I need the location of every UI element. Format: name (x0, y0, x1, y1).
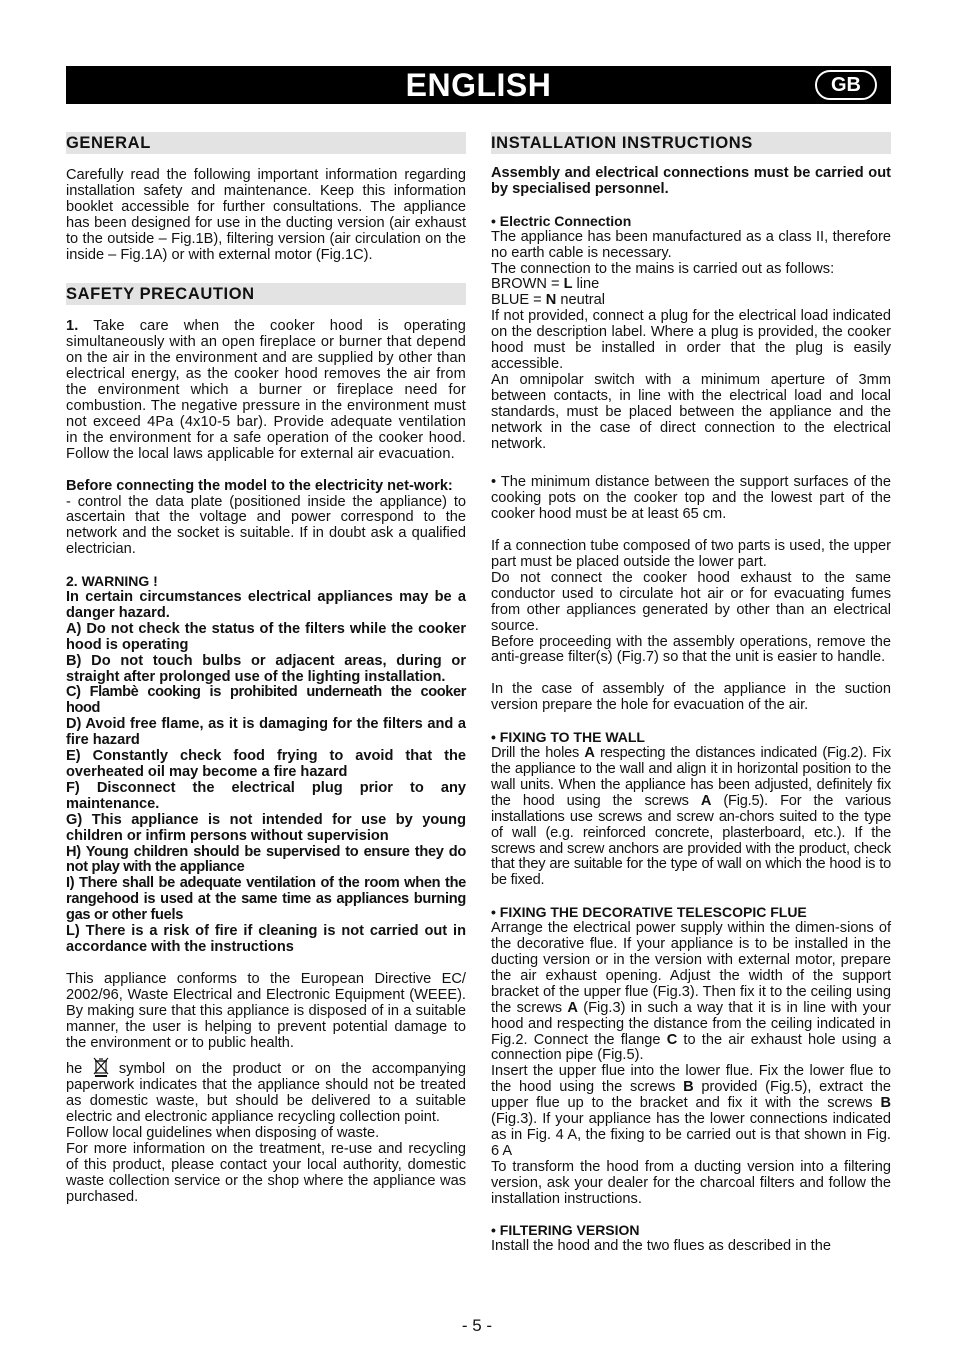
page-number: - 5 - (461, 1316, 493, 1335)
filtering-version-heading: • FILTERING VERSION (491, 1222, 640, 1239)
filtering-version-text: Install the hood and the two flues as described in the (491, 1238, 831, 1255)
brown-label: BROWN = (491, 276, 564, 293)
warning-item: I) There shall be adequate ventilation of the room when the rangehood is used at the same time as appliances burning gas or other fuels (66, 875, 466, 924)
transform-text: To transform the hood from a ducting version into a filtering version, ask your dealer for the charcoal filters and follow the installation instructions. (491, 1158, 891, 1207)
blue-letter: N (545, 292, 557, 309)
filter-text: Before proceeding with the assembly operations, remove the anti-grease filter(s) (Fig.7) so that the unit is easier to handle. (491, 633, 891, 666)
general-heading: GENERAL (66, 132, 466, 154)
part-label: A (567, 999, 578, 1016)
wall-text-part: (Fig.5). For the various installations use screws and screw an-chors suited to the type of wall (e.g. reinforced concrete, plasterboard, etc.). If the screws and screw anchors are provided with the product, check that they are suitable for the type of wall on which the hood is to be fixed. (491, 792, 891, 889)
general-text: Carefully read the following important information regarding installation safety and maintenance. Keep this information booklet accessible for further consultations. The appliance has been designed for use in the ducting version (air exhaust to the outside – Fig.1B), filtering version (air circulation on the inside – Fig.1A) or with external motor (Fig.1C). (66, 167, 466, 263)
brown-desc: line (572, 276, 600, 293)
warning-item: B) Do not touch bulbs or adjacent areas, during or straight after prolonged use of the lighting installation. (66, 652, 466, 685)
warning-item: G) This appliance is not intended for use by young children or infirm persons without supervision (66, 811, 466, 844)
part-label: C (666, 1031, 678, 1048)
safety-item-1 (66, 319, 466, 462)
language-title: ENGLISH (405, 67, 552, 103)
flue-text-part: (Fig.3) in such a way that it is in line with your hood and respecting the distance from the ceiling indicated in Fig.2. Connect the flange (491, 999, 891, 1048)
recycling-text: For more information on the treatment, re-use and recycling of this product, please contact your local authority, domestic waste collection service or the shop where the appliance was purchased. (66, 1140, 466, 1205)
fixing-flue-text (491, 921, 891, 1064)
part-label: B (683, 1079, 694, 1096)
plug-text: If not provided, connect a plug for the electrical load indicated on the description label. Where a plug is provided, the cooker hood must be installed in order that the plug is easily accessible. (491, 308, 891, 372)
assembly-note: Assembly and electrical connections must be carried out by specialised personnel. (491, 165, 891, 197)
blue-wire-line (491, 293, 891, 309)
suction-text: In the case of assembly of the appliance in the suction version prepare the hole for evacuation of the air. (491, 681, 891, 714)
upper-text-part: provided (Fig.5), extract the upper flue up to the bracket and fix it with the screws (491, 1079, 891, 1112)
upper-text-part: (Fig.3). If your appliance has the lower connections indicated as in Fig. 4 A, the fixing to be carried out is that shown in Fig. 6 A (491, 1111, 891, 1159)
part-label: A (700, 792, 712, 809)
warning-item: D) Avoid free flame, as it is damaging for the filters and a fire hazard (66, 716, 466, 749)
symbol-paragraph (66, 1057, 466, 1126)
distance-text: • The minimum distance between the support surfaces of the cooking pots on the cooker top and the lowest part of the cooker hood must be at least 65 cm. (491, 474, 891, 523)
local-guidelines-text: Follow local guidelines when disposing of waste. (66, 1125, 380, 1142)
item-number: 1. (66, 318, 79, 335)
fixing-wall-text (491, 746, 891, 889)
electric-connection-heading: • Electric Connection (491, 212, 632, 229)
symbol-pre: he (66, 1061, 83, 1078)
symbol-text: symbol on the product or on the accompanying paperwork indicates that the appliance should not be treated as domestic waste, but should be delivered to a suitable electric and electronic appliance recycling collection point. (66, 1061, 467, 1126)
fixing-wall-heading: • FIXING TO THE WALL (491, 729, 645, 746)
wall-text-part: respecting the distances indicated (Fig.2). Fix the appliance to the wall and align it in horizontal position to the wall units. When the appliance has been adjusted, definitely fix the hood using the screws (491, 745, 892, 809)
right-column (491, 132, 891, 1255)
gb-badge: GB (815, 70, 877, 100)
warning-item: F) Disconnect the electrical plug prior to any maintenance. (66, 779, 466, 812)
crossed-bin-icon (93, 1057, 109, 1077)
exhaust-text: Do not connect the cooker hood exhaust to the same conductor used to circulate hot air or for evacuating fumes from other appliances generated by other than an electrical source. (491, 569, 891, 634)
wall-text-part: Drill the holes (491, 745, 585, 762)
switch-text: An omnipolar switch with a minimum aperture of 3mm between contacts, in line with the electrical load and local standards, must be placed between the appliance and the network in the case of direct connection to the electrical network. (491, 371, 891, 452)
blue-label: BLUE = (491, 292, 546, 309)
brown-letter: L (563, 276, 573, 293)
electric-text-1: The appliance has been manufactured as a class II, therefore no earth cable is necessary. (491, 228, 891, 261)
flue-text-part: Arrange the electrical power supply within the dimen-sions of the decorative flue. If your appliance is to be installed in the ducting version or in the version with external motor, prepare the air exhaust opening. Adjust the width of the support bracket of the upper flue (Fig.3). Then fix it to the ceiling using the screws (491, 920, 891, 1016)
weee-text: This appliance conforms to the European Directive EC/ 2002/96, Waste Electrical and Electronic Equipment (WEEE). By making sure that this appliance is disposed of in a suitable manner, the user is helping to prevent potential damage to the environment or to public health. (66, 970, 466, 1051)
part-label: B (880, 1095, 891, 1112)
before-connecting-text: - control the data plate (positioned inside the appliance) to ascertain that the voltage and power correspond to the network and the socket is suitable. If in doubt ask a qualified electrician. (66, 493, 466, 558)
part-label: A (584, 745, 595, 762)
fixing-flue-heading: • FIXING THE DECORATIVE TELESCOPIC FLUE (491, 904, 807, 921)
warning-item: A) Do not check the status of the filters while the cooker hood is operating (66, 620, 466, 653)
safety-heading: SAFETY PRECAUTION (66, 283, 466, 305)
flue-text-part: to the air exhaust hole using a connection pipe (Fig.5). (491, 1031, 891, 1064)
warning-item: C) Flambè cooking is prohibited underneath the cooker hood (66, 684, 466, 717)
warning-item: E) Constantly check food frying to avoid that the overheated oil may become a fire hazard (66, 748, 466, 780)
warning-list (66, 590, 466, 956)
blue-desc: neutral (556, 292, 605, 309)
language-banner (66, 66, 891, 104)
upper-text-part: Insert the upper flue into the lower flue. Fix the lower flue to the hood using the screws (491, 1063, 891, 1096)
item-text: Take care when the cooker hood is operating simultaneously with an open fireplace or burner that depend on the air in the environment and are supplied by other than electrical energy, as the cooker hood removes the air from the environment which a burner or fireplace need for combustion. The negative pressure in the environment must not exceed 4Pa (4x10-5 bar). Provide adequate ventilation in the environment for a safe operation of the cooker hood. Follow the local laws applicable for external air evacuation. (66, 318, 466, 462)
upper-flue-text (491, 1064, 891, 1159)
warning-item: H) Young children should be supervised to ensure they do not play with the appliance (66, 843, 466, 876)
before-connecting-heading: Before connecting the model to the electricity net-work: (66, 477, 453, 494)
left-column (66, 132, 466, 1206)
electric-text-2: The connection to the mains is carried out as follows: (491, 260, 835, 277)
brown-wire-line (491, 277, 891, 293)
warning-item: L) There is a risk of fire if cleaning is not carried out in accordance with the instructions (66, 923, 466, 955)
installation-heading: INSTALLATION INSTRUCTIONS (491, 132, 891, 154)
warning-item: In certain circumstances electrical appliances may be a danger hazard. (66, 589, 466, 621)
tube-text: If a connection tube composed of two parts is used, the upper part must be placed outside the lower part. (491, 538, 891, 571)
warning-heading: 2. WARNING ! (66, 573, 158, 590)
